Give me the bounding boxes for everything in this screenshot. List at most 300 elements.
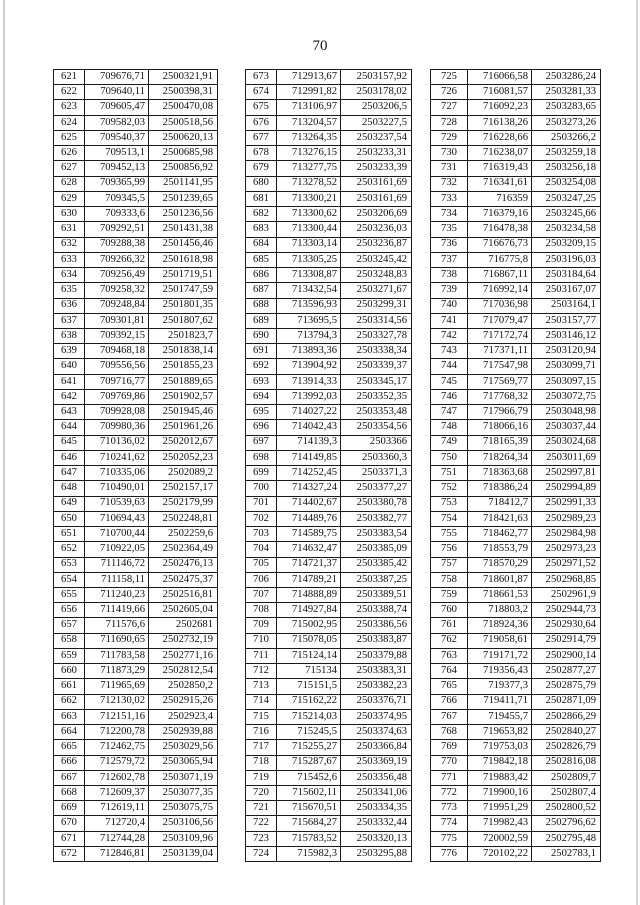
- y-coordinate-cell: 2502915,26: [149, 694, 218, 709]
- x-coordinate-cell: 713305,25: [277, 252, 341, 267]
- y-coordinate-cell: 2503164,1: [532, 298, 601, 313]
- table-row: [431, 359, 601, 374]
- y-coordinate-cell: 2502605,04: [149, 603, 218, 618]
- y-coordinate-cell: 2503387,25: [341, 572, 412, 587]
- y-coordinate-cell: 2503248,83: [341, 268, 412, 283]
- point-number-cell: 684: [246, 237, 277, 252]
- x-coordinate-cell: 709333,6: [85, 207, 149, 222]
- table-row: [246, 481, 412, 496]
- table-row: [431, 603, 601, 618]
- x-coordinate-cell: 716138,26: [468, 115, 532, 130]
- point-number-cell: 765: [431, 679, 468, 694]
- point-number-cell: 671: [54, 831, 85, 846]
- table-row: [431, 496, 601, 511]
- point-number-cell: 699: [246, 466, 277, 481]
- point-number-cell: 721: [246, 801, 277, 816]
- point-number-cell: 685: [246, 252, 277, 267]
- y-coordinate-cell: 2503245,66: [532, 207, 601, 222]
- point-number-cell: 636: [54, 298, 85, 313]
- x-coordinate-cell: 710335,06: [85, 466, 149, 481]
- table-row: [431, 542, 601, 557]
- y-coordinate-cell: 2503146,12: [532, 328, 601, 343]
- x-coordinate-cell: 717768,32: [468, 389, 532, 404]
- table-row: [431, 466, 601, 481]
- x-coordinate-cell: 712130,02: [85, 694, 149, 709]
- y-coordinate-cell: 2501236,56: [149, 207, 218, 222]
- table-row: [431, 725, 601, 740]
- x-coordinate-cell: 716676,73: [468, 237, 532, 252]
- point-number-cell: 742: [431, 328, 468, 343]
- coordinate-table-right: [430, 69, 601, 862]
- x-coordinate-cell: 719171,72: [468, 648, 532, 663]
- x-coordinate-cell: 719058,61: [468, 633, 532, 648]
- y-coordinate-cell: 2503354,56: [341, 420, 412, 435]
- y-coordinate-cell: 2503376,71: [341, 694, 412, 709]
- point-number-cell: 664: [54, 725, 85, 740]
- x-coordinate-cell: 714139,3: [277, 435, 341, 450]
- point-number-cell: 737: [431, 252, 468, 267]
- point-number-cell: 692: [246, 359, 277, 374]
- point-number-cell: 643: [54, 405, 85, 420]
- y-coordinate-cell: 2503320,13: [341, 831, 412, 846]
- table-row: [246, 359, 412, 374]
- x-coordinate-cell: 718363,68: [468, 466, 532, 481]
- table-row: [246, 176, 412, 191]
- x-coordinate-cell: 716092,23: [468, 100, 532, 115]
- y-coordinate-cell: 2502939,88: [149, 725, 218, 740]
- table-row: [246, 70, 412, 85]
- x-coordinate-cell: 709292,51: [85, 222, 149, 237]
- table-row: [431, 207, 601, 222]
- x-coordinate-cell: 709392,15: [85, 328, 149, 343]
- point-number-cell: 748: [431, 420, 468, 435]
- y-coordinate-cell: 2503259,18: [532, 146, 601, 161]
- table-row: [54, 100, 218, 115]
- point-number-cell: 771: [431, 770, 468, 785]
- y-coordinate-cell: 2503379,88: [341, 648, 412, 663]
- table-row: [431, 481, 601, 496]
- point-number-cell: 626: [54, 146, 85, 161]
- point-number-cell: 754: [431, 511, 468, 526]
- point-number-cell: 760: [431, 603, 468, 618]
- table-row: [431, 527, 601, 542]
- table-row: [54, 435, 218, 450]
- x-coordinate-cell: 711783,58: [85, 648, 149, 663]
- point-number-cell: 772: [431, 786, 468, 801]
- point-number-cell: 649: [54, 496, 85, 511]
- point-number-cell: 651: [54, 527, 85, 542]
- x-coordinate-cell: 713308,87: [277, 268, 341, 283]
- table-row: [431, 252, 601, 267]
- table-row: [246, 786, 412, 801]
- y-coordinate-cell: 2501855,23: [149, 359, 218, 374]
- point-number-cell: 727: [431, 100, 468, 115]
- point-number-cell: 642: [54, 389, 85, 404]
- x-coordinate-cell: 714589,75: [277, 527, 341, 542]
- point-number-cell: 644: [54, 420, 85, 435]
- table-row: [54, 603, 218, 618]
- y-coordinate-cell: 2501823,7: [149, 328, 218, 343]
- point-number-cell: 757: [431, 557, 468, 572]
- point-number-cell: 744: [431, 359, 468, 374]
- y-coordinate-cell: 2503120,94: [532, 344, 601, 359]
- y-coordinate-cell: 2502973,23: [532, 542, 601, 557]
- table-row: [54, 481, 218, 496]
- x-coordinate-cell: 709365,99: [85, 176, 149, 191]
- point-number-cell: 741: [431, 313, 468, 328]
- y-coordinate-cell: 2503360,3: [341, 450, 412, 465]
- x-coordinate-cell: 715982,3: [277, 846, 341, 861]
- x-coordinate-cell: 712602,78: [85, 770, 149, 785]
- point-number-cell: 768: [431, 725, 468, 740]
- x-coordinate-cell: 714402,67: [277, 496, 341, 511]
- point-number-cell: 638: [54, 328, 85, 343]
- y-coordinate-cell: 2502732,19: [149, 633, 218, 648]
- x-coordinate-cell: 716775,8: [468, 252, 532, 267]
- x-coordinate-cell: 711873,29: [85, 664, 149, 679]
- table-row: [431, 618, 601, 633]
- point-number-cell: 752: [431, 481, 468, 496]
- table-row: [54, 450, 218, 465]
- table-row: [431, 572, 601, 587]
- x-coordinate-cell: 716341,61: [468, 176, 532, 191]
- table-row: [431, 420, 601, 435]
- y-coordinate-cell: 2502475,37: [149, 572, 218, 587]
- point-number-cell: 775: [431, 831, 468, 846]
- y-coordinate-cell: 2502994,89: [532, 481, 601, 496]
- point-number-cell: 633: [54, 252, 85, 267]
- x-coordinate-cell: 713277,75: [277, 161, 341, 176]
- table-row: [431, 679, 601, 694]
- table-row: [246, 572, 412, 587]
- point-number-cell: 662: [54, 694, 85, 709]
- y-coordinate-cell: 2502871,09: [532, 694, 601, 709]
- point-number-cell: 631: [54, 222, 85, 237]
- table-row: [431, 115, 601, 130]
- x-coordinate-cell: 712579,72: [85, 755, 149, 770]
- y-coordinate-cell: 2501807,62: [149, 313, 218, 328]
- x-coordinate-cell: 718803,2: [468, 603, 532, 618]
- point-number-cell: 624: [54, 115, 85, 130]
- y-coordinate-cell: 2503382,23: [341, 679, 412, 694]
- table-row: [54, 374, 218, 389]
- table-row: [246, 664, 412, 679]
- table-row: [54, 283, 218, 298]
- x-coordinate-cell: 714252,45: [277, 466, 341, 481]
- table-row: [54, 237, 218, 252]
- point-number-cell: 716: [246, 725, 277, 740]
- y-coordinate-cell: 2503271,67: [341, 283, 412, 298]
- y-coordinate-cell: 2503256,18: [532, 161, 601, 176]
- x-coordinate-cell: 713300,44: [277, 222, 341, 237]
- table-row: [246, 191, 412, 206]
- coordinate-table-middle: [245, 69, 412, 862]
- table-row: [246, 725, 412, 740]
- table-row: [431, 222, 601, 237]
- point-number-cell: 739: [431, 283, 468, 298]
- table-row: [246, 709, 412, 724]
- y-coordinate-cell: 2503380,78: [341, 496, 412, 511]
- x-coordinate-cell: 711419,66: [85, 603, 149, 618]
- x-coordinate-cell: 713893,36: [277, 344, 341, 359]
- x-coordinate-cell: 714721,37: [277, 557, 341, 572]
- table-row: [54, 146, 218, 161]
- y-coordinate-cell: 2502989,23: [532, 511, 601, 526]
- x-coordinate-cell: 714042,43: [277, 420, 341, 435]
- point-number-cell: 691: [246, 344, 277, 359]
- y-coordinate-cell: 2503345,17: [341, 374, 412, 389]
- point-number-cell: 659: [54, 648, 85, 663]
- point-number-cell: 701: [246, 496, 277, 511]
- table-row: [431, 100, 601, 115]
- point-number-cell: 641: [54, 374, 85, 389]
- y-coordinate-cell: 2502783,1: [532, 846, 601, 861]
- y-coordinate-cell: 2503206,5: [341, 100, 412, 115]
- y-coordinate-cell: 2500321,91: [149, 70, 218, 85]
- point-number-cell: 767: [431, 709, 468, 724]
- x-coordinate-cell: 720102,22: [468, 846, 532, 861]
- table-row: [246, 618, 412, 633]
- point-number-cell: 734: [431, 207, 468, 222]
- point-number-cell: 738: [431, 268, 468, 283]
- coordinate-table-left: [53, 69, 218, 862]
- table-row: [54, 70, 218, 85]
- table-row: [246, 283, 412, 298]
- table-row: [246, 252, 412, 267]
- table-row: [431, 770, 601, 785]
- y-coordinate-cell: 2503334,35: [341, 801, 412, 816]
- table-row: [246, 527, 412, 542]
- y-coordinate-cell: 2503011,69: [532, 450, 601, 465]
- table-row: [246, 542, 412, 557]
- y-coordinate-cell: 2503048,98: [532, 405, 601, 420]
- x-coordinate-cell: 709640,11: [85, 85, 149, 100]
- y-coordinate-cell: 2503338,34: [341, 344, 412, 359]
- y-coordinate-cell: 2503065,94: [149, 755, 218, 770]
- table-row: [431, 694, 601, 709]
- x-coordinate-cell: 711690,65: [85, 633, 149, 648]
- y-coordinate-cell: 2502259,6: [149, 527, 218, 542]
- x-coordinate-cell: 713278,52: [277, 176, 341, 191]
- y-coordinate-cell: 2502930,64: [532, 618, 601, 633]
- point-number-cell: 766: [431, 694, 468, 709]
- table-row: [54, 420, 218, 435]
- y-coordinate-cell: 2501431,38: [149, 222, 218, 237]
- x-coordinate-cell: 709716,77: [85, 374, 149, 389]
- table-row: [246, 85, 412, 100]
- x-coordinate-cell: 716379,16: [468, 207, 532, 222]
- y-coordinate-cell: 2503227,5: [341, 115, 412, 130]
- point-number-cell: 675: [246, 100, 277, 115]
- y-coordinate-cell: 2503389,51: [341, 587, 412, 602]
- x-coordinate-cell: 718264,34: [468, 450, 532, 465]
- x-coordinate-cell: 714327,24: [277, 481, 341, 496]
- x-coordinate-cell: 715452,6: [277, 770, 341, 785]
- table-row: [431, 633, 601, 648]
- y-coordinate-cell: 2503099,71: [532, 359, 601, 374]
- x-coordinate-cell: 713904,92: [277, 359, 341, 374]
- x-coordinate-cell: 709605,47: [85, 100, 149, 115]
- point-number-cell: 700: [246, 481, 277, 496]
- y-coordinate-cell: 2500518,56: [149, 115, 218, 130]
- y-coordinate-cell: 2502771,16: [149, 648, 218, 663]
- x-coordinate-cell: 713794,3: [277, 328, 341, 343]
- table-row: [431, 268, 601, 283]
- y-coordinate-cell: 2503247,25: [532, 191, 601, 206]
- point-number-cell: 743: [431, 344, 468, 359]
- table-row: [246, 115, 412, 130]
- point-number-cell: 704: [246, 542, 277, 557]
- y-coordinate-cell: 2502826,79: [532, 740, 601, 755]
- table-row: [54, 496, 218, 511]
- table-row: [431, 130, 601, 145]
- point-number-cell: 647: [54, 466, 85, 481]
- point-number-cell: 695: [246, 405, 277, 420]
- x-coordinate-cell: 710694,43: [85, 511, 149, 526]
- x-coordinate-cell: 718412,7: [468, 496, 532, 511]
- x-coordinate-cell: 716081,57: [468, 85, 532, 100]
- x-coordinate-cell: 712619,11: [85, 801, 149, 816]
- table-row: [246, 587, 412, 602]
- y-coordinate-cell: 2502850,2: [149, 679, 218, 694]
- x-coordinate-cell: 715602,11: [277, 786, 341, 801]
- y-coordinate-cell: 2503157,92: [341, 70, 412, 85]
- y-coordinate-cell: 2501719,51: [149, 268, 218, 283]
- x-coordinate-cell: 719982,43: [468, 816, 532, 831]
- table-row: [431, 70, 601, 85]
- y-coordinate-cell: 2502248,81: [149, 511, 218, 526]
- y-coordinate-cell: 2503327,78: [341, 328, 412, 343]
- x-coordinate-cell: 719653,82: [468, 725, 532, 740]
- table-row: [54, 130, 218, 145]
- x-coordinate-cell: 718421,63: [468, 511, 532, 526]
- point-number-cell: 735: [431, 222, 468, 237]
- point-number-cell: 724: [246, 846, 277, 861]
- table-row: [246, 130, 412, 145]
- table-row: [431, 146, 601, 161]
- x-coordinate-cell: 716319,43: [468, 161, 532, 176]
- x-coordinate-cell: 710241,62: [85, 450, 149, 465]
- table-row: [431, 648, 601, 663]
- table-row: [246, 100, 412, 115]
- point-number-cell: 622: [54, 85, 85, 100]
- point-number-cell: 666: [54, 755, 85, 770]
- y-coordinate-cell: 2500685,98: [149, 146, 218, 161]
- table-row: [54, 115, 218, 130]
- x-coordinate-cell: 717036,98: [468, 298, 532, 313]
- y-coordinate-cell: 2502157,17: [149, 481, 218, 496]
- point-number-cell: 726: [431, 85, 468, 100]
- x-coordinate-cell: 717079,47: [468, 313, 532, 328]
- table-row: [54, 466, 218, 481]
- x-coordinate-cell: 718462,77: [468, 527, 532, 542]
- y-coordinate-cell: 2502052,23: [149, 450, 218, 465]
- x-coordinate-cell: 709556,56: [85, 359, 149, 374]
- x-coordinate-cell: 710539,63: [85, 496, 149, 511]
- table-row: [431, 587, 601, 602]
- point-number-cell: 648: [54, 481, 85, 496]
- point-number-cell: 696: [246, 420, 277, 435]
- x-coordinate-cell: 712609,37: [85, 786, 149, 801]
- x-coordinate-cell: 719883,42: [468, 770, 532, 785]
- point-number-cell: 668: [54, 786, 85, 801]
- x-coordinate-cell: 713204,57: [277, 115, 341, 130]
- table-row: [54, 344, 218, 359]
- table-row: [431, 755, 601, 770]
- x-coordinate-cell: 713106,97: [277, 100, 341, 115]
- table-row: [54, 252, 218, 267]
- x-coordinate-cell: 709256,49: [85, 268, 149, 283]
- y-coordinate-cell: 2503071,19: [149, 770, 218, 785]
- y-coordinate-cell: 2502923,4: [149, 709, 218, 724]
- x-coordinate-cell: 715255,27: [277, 740, 341, 755]
- x-coordinate-cell: 709301,81: [85, 313, 149, 328]
- point-number-cell: 694: [246, 389, 277, 404]
- point-number-cell: 621: [54, 70, 85, 85]
- point-number-cell: 637: [54, 313, 85, 328]
- point-number-cell: 623: [54, 100, 85, 115]
- table-row: [246, 268, 412, 283]
- x-coordinate-cell: 715684,27: [277, 816, 341, 831]
- table-row: [54, 648, 218, 663]
- y-coordinate-cell: 2503371,3: [341, 466, 412, 481]
- x-coordinate-cell: 718165,39: [468, 435, 532, 450]
- point-number-cell: 761: [431, 618, 468, 633]
- point-number-cell: 653: [54, 557, 85, 572]
- y-coordinate-cell: 2500856,92: [149, 161, 218, 176]
- y-coordinate-cell: 2500470,08: [149, 100, 218, 115]
- x-coordinate-cell: 712720,4: [85, 816, 149, 831]
- y-coordinate-cell: 2502866,29: [532, 709, 601, 724]
- y-coordinate-cell: 2503273,26: [532, 115, 601, 130]
- point-number-cell: 706: [246, 572, 277, 587]
- x-coordinate-cell: 713303,14: [277, 237, 341, 252]
- y-coordinate-cell: 2502795,48: [532, 831, 601, 846]
- table-row: [431, 801, 601, 816]
- x-coordinate-cell: 715214,03: [277, 709, 341, 724]
- y-coordinate-cell: 2502089,2: [149, 466, 218, 481]
- x-coordinate-cell: 709288,38: [85, 237, 149, 252]
- table-row: [246, 755, 412, 770]
- y-coordinate-cell: 2503299,31: [341, 298, 412, 313]
- y-coordinate-cell: 2503234,58: [532, 222, 601, 237]
- point-number-cell: 713: [246, 679, 277, 694]
- point-number-cell: 750: [431, 450, 468, 465]
- x-coordinate-cell: 714149,85: [277, 450, 341, 465]
- table-row: [246, 298, 412, 313]
- y-coordinate-cell: 2503356,48: [341, 770, 412, 785]
- y-coordinate-cell: 2503385,42: [341, 557, 412, 572]
- point-number-cell: 720: [246, 786, 277, 801]
- point-number-cell: 740: [431, 298, 468, 313]
- table-row: [246, 511, 412, 526]
- y-coordinate-cell: 2503237,54: [341, 130, 412, 145]
- y-coordinate-cell: 2503341,06: [341, 786, 412, 801]
- y-coordinate-cell: 2503366: [341, 435, 412, 450]
- x-coordinate-cell: 711146,72: [85, 557, 149, 572]
- x-coordinate-cell: 712846,81: [85, 846, 149, 861]
- point-number-cell: 753: [431, 496, 468, 511]
- table-row: [431, 786, 601, 801]
- y-coordinate-cell: 2503024,68: [532, 435, 601, 450]
- table-row: [54, 572, 218, 587]
- y-coordinate-cell: 2502914,79: [532, 633, 601, 648]
- table-row: [246, 435, 412, 450]
- x-coordinate-cell: 712462,75: [85, 740, 149, 755]
- x-coordinate-cell: 714027,22: [277, 405, 341, 420]
- table-row: [431, 313, 601, 328]
- table-row: [431, 846, 601, 861]
